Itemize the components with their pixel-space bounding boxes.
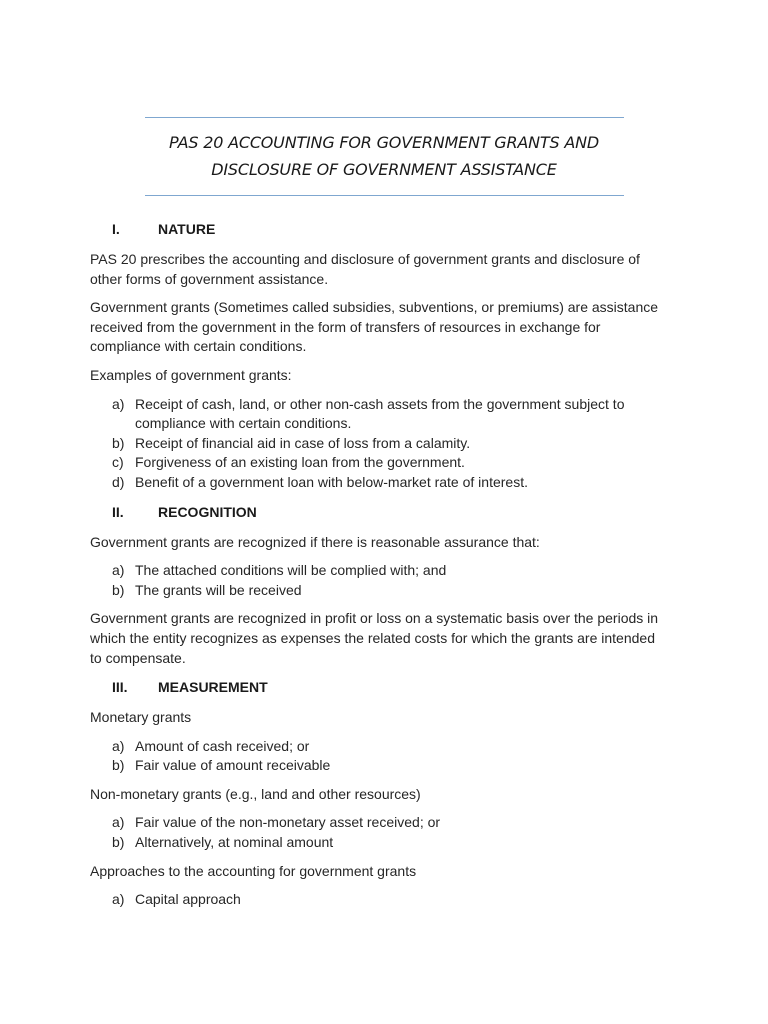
list-item <box>90 756 670 776</box>
list-text: Capital approach <box>135 891 241 908</box>
list-text: Fair value of amount receivable <box>135 757 331 774</box>
list-item <box>90 737 670 757</box>
section-title: RECOGNITION <box>158 503 257 520</box>
list-marker: c) <box>112 454 124 471</box>
section-number: II. <box>112 503 124 520</box>
title-top-rule <box>145 117 624 118</box>
title-line-2: DISCLOSURE OF GOVERNMENT ASSISTANCE <box>211 160 557 179</box>
document-body <box>90 219 670 919</box>
list-marker: a) <box>112 737 125 754</box>
monetary-grants-list <box>90 737 670 776</box>
list-text: Receipt of cash, land, or other non-cash assets from the government subject to compliance with certain conditions. <box>135 395 625 432</box>
list-item <box>90 813 670 833</box>
list-marker: a) <box>112 891 125 908</box>
conditions-list <box>90 561 670 600</box>
list-item <box>90 890 670 910</box>
list-item <box>90 561 670 581</box>
list-text: Benefit of a government loan with below-market rate of interest. <box>135 473 528 490</box>
list-item <box>90 453 670 473</box>
list-text: Alternatively, at nominal amount <box>135 834 334 851</box>
monetary-grants-label: Monetary grants <box>90 709 192 726</box>
list-marker: b) <box>112 757 125 774</box>
section-number: I. <box>112 221 120 237</box>
list-text: The attached conditions will be complied with; and <box>135 562 447 579</box>
list-marker: b) <box>112 581 125 598</box>
examples-list <box>90 395 670 493</box>
list-text: Fair value of the non-monetary asset received; or <box>135 814 441 831</box>
nature-paragraph-1: PAS 20 prescribes the accounting and disclosure of government grants and disclosure of other forms of government assistance. <box>90 251 640 287</box>
section-heading-measurement <box>90 677 670 697</box>
nonmonetary-grants-label: Non-monetary grants (e.g., land and other resources) <box>90 785 421 802</box>
nature-paragraph-2: Government grants (Sometimes called subsidies, subventions, or premiums) are assistance received from the government in the form of transfers of resources in exchange for compliance with certain conditions. <box>90 299 659 355</box>
list-text: Forgiveness of an existing loan from the government. <box>135 454 465 471</box>
section-title: MEASUREMENT <box>158 679 268 696</box>
examples-intro: Examples of government grants: <box>90 366 292 383</box>
approaches-list <box>90 890 670 910</box>
recognition-paragraph-1: Government grants are recognized if there is reasonable assurance that: <box>90 533 540 550</box>
list-text: Amount of cash received; or <box>135 737 310 754</box>
section-heading-nature <box>90 219 670 239</box>
list-text: The grants will be received <box>135 581 302 598</box>
list-marker: a) <box>112 814 125 831</box>
list-text: Receipt of financial aid in case of loss from a calamity. <box>135 434 471 451</box>
section-heading-recognition <box>90 502 670 522</box>
approaches-label: Approaches to the accounting for government grants <box>90 862 417 879</box>
list-item <box>90 473 670 493</box>
list-item <box>90 833 670 853</box>
title-line-1: PAS 20 ACCOUNTING FOR GOVERNMENT GRANTS AND <box>169 133 599 152</box>
list-item <box>90 434 670 454</box>
section-title: NATURE <box>158 221 216 237</box>
list-marker: b) <box>112 834 125 851</box>
list-item <box>90 395 670 434</box>
title-bottom-rule <box>145 195 624 196</box>
list-marker: a) <box>112 562 125 579</box>
recognition-paragraph-2: Government grants are recognized in profit or loss on a systematic basis over the periods in which the entity recognizes as expenses the related costs for which the grants are intended to compensate. <box>90 610 659 666</box>
document-title <box>120 129 648 183</box>
list-marker: d) <box>112 473 125 490</box>
list-item <box>90 581 670 601</box>
section-number: III. <box>112 679 128 696</box>
nonmonetary-grants-list <box>90 813 670 852</box>
list-marker: b) <box>112 434 125 451</box>
list-marker: a) <box>112 395 125 412</box>
